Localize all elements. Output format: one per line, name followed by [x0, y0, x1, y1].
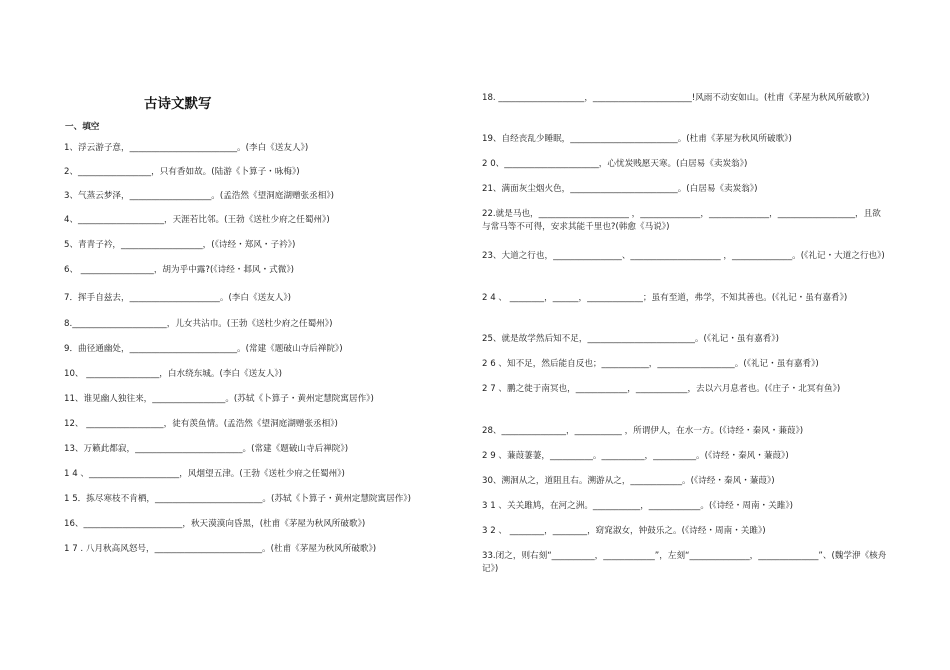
question: 8.______________________，儿女共沾巾。(王勃《送杜少府之任蜀州》) [64, 319, 333, 329]
question: 2 0、______________________，心忧炭贱愿天寒。(白居易《卖炭翁》) [482, 159, 748, 169]
question: 18. ____________________，_______________________!风雨不动安如山。(杜甫《茅屋为秋风所破歌》) [482, 93, 870, 103]
question: 6、 _________________，胡为乎中露?(《诗经・邶风・式微》) [64, 265, 295, 275]
question: 5、青青子衿，___________________，(《诗经・郑风・子衿》) [64, 240, 296, 250]
question: 30、溯洄从之，道阻且右。溯游从之，____________。(《诗经・秦风・蒹葭》) [482, 476, 775, 486]
question: 1、浮云游子意，_________________________。(李白《送友人》) [64, 143, 309, 153]
question: 25、就是故学然后知不足，_________________________。(《礼记・虽有嘉肴》) [482, 334, 779, 344]
question: 9．曲径通幽处，_________________________。(常建《题破山寺后禅院》) [64, 344, 343, 354]
question: 23、大道之行也，________________、_____________________ ，______________。(《礼记・大道之行也》) [482, 251, 885, 261]
question: 2、_________________，只有香如故。(陆游《卜算子・咏梅》) [64, 167, 300, 177]
question: 2 9 、蒹葭萋萋，__________。__________，__________。(《诗经・秦风・蒹葭》) [482, 451, 789, 461]
question: 2 4 、 ________，______，_____________；虽有至道，弗学，不知其善也。(《礼记・虽有嘉肴》) [482, 293, 848, 303]
section-heading: 一、填空 [65, 122, 100, 132]
question: 33.闭之，则右刻“__________，____________”，左刻“______________，______________”、(魏学洢《核舟记》) [482, 551, 887, 574]
question: 1 4 、_____________________，风烟望五津。(王勃《送杜少府之任蜀州》) [64, 469, 345, 479]
question: 3、气蒸云梦泽，___________________。(孟浩然《望洞庭湖赠张丞相》) [64, 191, 334, 201]
question: 28、_______________，___________ ，所谓伊人，在水一方。(《诗经・秦风・蒹葭》) [482, 426, 804, 436]
question: 16、_______________________，秋天漠漠向昏黑，(杜甫《茅屋为秋风所破歌》) [64, 519, 366, 529]
question: 3 1 、关关雎鸠，在河之洲。___________，____________。(《诗经・周南・关雎》) [482, 501, 793, 511]
question: 11、谁见幽人独往来，_________________。(苏轼《卜算子・黄州定慧院寓居作》) [64, 394, 374, 404]
question: 13、万籁此都寂，_________________________。(常建《题破山寺后禅院》) [64, 444, 349, 454]
question: 21、满面灰尘烟火色，_________________________。(白居易《卖炭翁》) [482, 184, 758, 194]
question: 7．挥手自兹去，_____________________。(李白《送友人》) [64, 293, 292, 303]
question: 1 5．拣尽寒枝不肯栖，_________________________。(苏轼《卜算子・黄州定慧院寓居作》) [64, 494, 411, 504]
question: 2 6 、知不足，然后能自反也；___________，__________________。(《礼记・虽有嘉肴》) [482, 359, 819, 369]
page-title: 古诗文默写 [144, 96, 212, 112]
question: 22.就是马也，_____________________ ，______________，______________，__________________，且欲与常马等不可得，安求其能千里也?(韩愈《马说》) [482, 209, 881, 232]
question: 10、 _________________，白水绕东城。(李白《送友人》) [64, 369, 283, 379]
question: 2 7 、鹏之徙于南冥也，____________，____________，去以六月息者也。(《庄子・北冥有鱼》) [482, 384, 841, 394]
question: 4、____________________，天涯若比邻。(王勃《送杜少府之任蜀州》) [64, 215, 330, 225]
question: 19、自经丧乱少睡眠，_________________________。(杜甫《茅屋为秋风所破歌》) [482, 134, 792, 144]
question: 3 2 、 ________，________，窈窕淑女，钟鼓乐之。(《诗经・周南・关雎》) [482, 526, 766, 536]
question: 1 7 . 八月秋高风怒号，_________________________。(杜甫《茅屋为秋风所破歌》) [64, 544, 377, 554]
question: 12、 __________________，徒有羡鱼情。(孟浩然《望洞庭湖赠张丞相》) [64, 419, 338, 429]
